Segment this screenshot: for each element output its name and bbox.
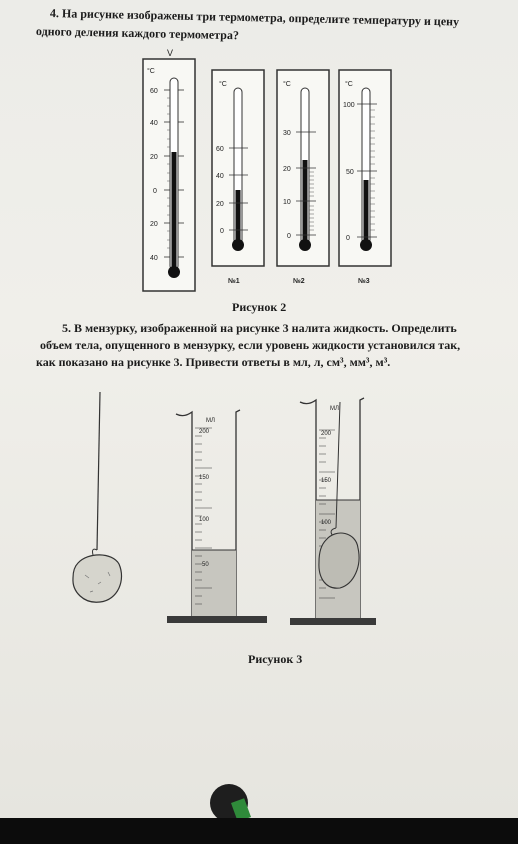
svg-text:°C: °C [345, 81, 353, 88]
question-4-line-2: одного деления каждого термометра? [35, 24, 240, 43]
svg-text:60: 60 [216, 146, 224, 153]
svg-text:200: 200 [321, 431, 332, 437]
svg-text:0: 0 [346, 235, 350, 242]
svg-text:150: 150 [199, 475, 210, 481]
svg-text:100: 100 [343, 102, 355, 109]
svg-text:0: 0 [287, 233, 291, 240]
svg-text:150: 150 [321, 478, 332, 484]
svg-text:МЛ: МЛ [206, 418, 215, 424]
svg-text:100: 100 [199, 517, 210, 523]
question-5-line-3: как показано на рисунке 3. Привести ответы в мл, л, см³, мм³, м³. [36, 355, 391, 369]
measuring-cylinder-2 [290, 398, 376, 625]
question-4-line-1: 4. На рисунке изображены три термометра, определите температуру и цену [49, 6, 460, 29]
svg-text:20: 20 [216, 201, 224, 208]
svg-text:100: 100 [321, 520, 332, 526]
svg-text:50: 50 [346, 169, 354, 176]
svg-text:20: 20 [150, 221, 158, 228]
svg-text:30: 30 [283, 130, 291, 137]
thermometer-3-number: №3 [358, 278, 370, 285]
thermometer-2-number: №2 [293, 278, 305, 285]
svg-text:40: 40 [150, 255, 158, 262]
question-5-line-1: 5. В мензурку, изображенной на рисунке 3 налита жидкость. Определить [62, 321, 457, 335]
question-5-line-2: объем тела, опущенного в мензурку, если уровень жидкости установился так, [40, 338, 461, 352]
bottom-bar [0, 818, 518, 844]
svg-text:10: 10 [283, 199, 291, 206]
svg-text:°C: °C [219, 81, 227, 88]
thermometer-1-number: №1 [228, 278, 240, 285]
svg-text:200: 200 [199, 429, 210, 435]
measuring-cylinder-1 [167, 410, 267, 623]
svg-text:60: 60 [150, 88, 158, 95]
figure-3-caption: Рисунок 3 [248, 652, 303, 666]
arrow-mark: V [167, 48, 174, 58]
svg-text:°C: °C [147, 68, 155, 75]
svg-text:20: 20 [283, 166, 291, 173]
svg-text:МЛ: МЛ [330, 406, 339, 412]
svg-text:°C: °C [283, 81, 291, 88]
hanging-stone [73, 392, 122, 602]
svg-text:20: 20 [150, 154, 158, 161]
svg-text:0: 0 [153, 188, 157, 195]
figure-2-caption: Рисунок 2 [232, 300, 287, 314]
svg-text:50: 50 [202, 562, 209, 568]
svg-text:40: 40 [216, 173, 224, 180]
svg-text:40: 40 [150, 120, 158, 127]
svg-text:0: 0 [220, 228, 224, 235]
